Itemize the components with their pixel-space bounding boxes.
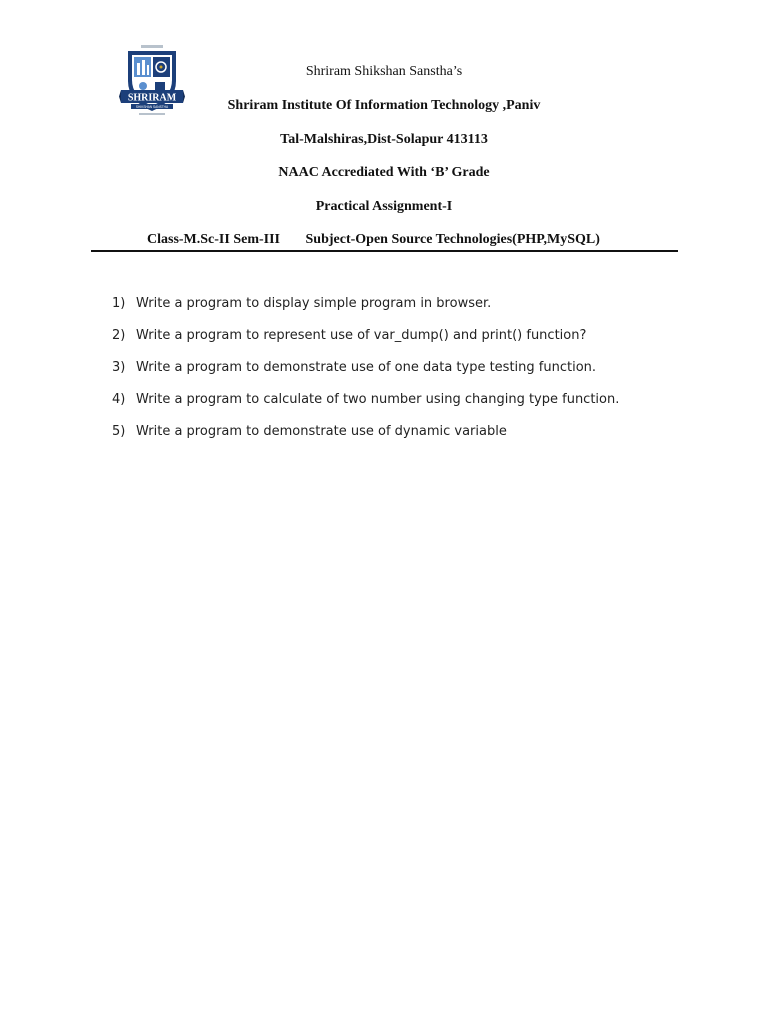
question-text: Write a program to demonstrate use of one data type testing function. — [136, 360, 597, 375]
subject-label: Subject-Open Source Technologies(PHP,MySQL) — [305, 232, 600, 247]
assignment-title: Practical Assignment-I — [315, 199, 453, 214]
logo-name-text: SHRIRAM — [127, 92, 177, 104]
institute-address: Tal-Malshiras,Dist-Solapur 413113 — [280, 132, 488, 147]
question-text: Write a program to demonstrate use of dynamic variable — [136, 424, 507, 439]
society-name: Shriram Shikshan Sanstha’s — [305, 64, 463, 79]
question-number: 4) — [112, 392, 126, 407]
question-number: 1) — [112, 296, 126, 311]
question-number: 5) — [112, 424, 126, 439]
accreditation-line: NAAC Accrediated With ‘B’ Grade — [278, 165, 490, 180]
header-divider — [91, 250, 678, 252]
question-text: Write a program to display simple program in browser. — [136, 296, 492, 311]
question-number: 3) — [112, 360, 126, 375]
question-text: Write a program to calculate of two number using changing type function. — [136, 392, 620, 407]
question-text: Write a program to represent use of var_dump() and print() function? — [136, 328, 587, 343]
logo-subtitle-text: SHIKSHAN SANSTHA — [135, 105, 169, 109]
question-number: 2) — [112, 328, 126, 343]
class-subject-row — [147, 232, 600, 248]
class-sem-label: Class-M.Sc-II Sem-III — [147, 232, 280, 247]
institute-name: Shriram Institute Of Information Technology ,Paniv — [227, 98, 541, 113]
